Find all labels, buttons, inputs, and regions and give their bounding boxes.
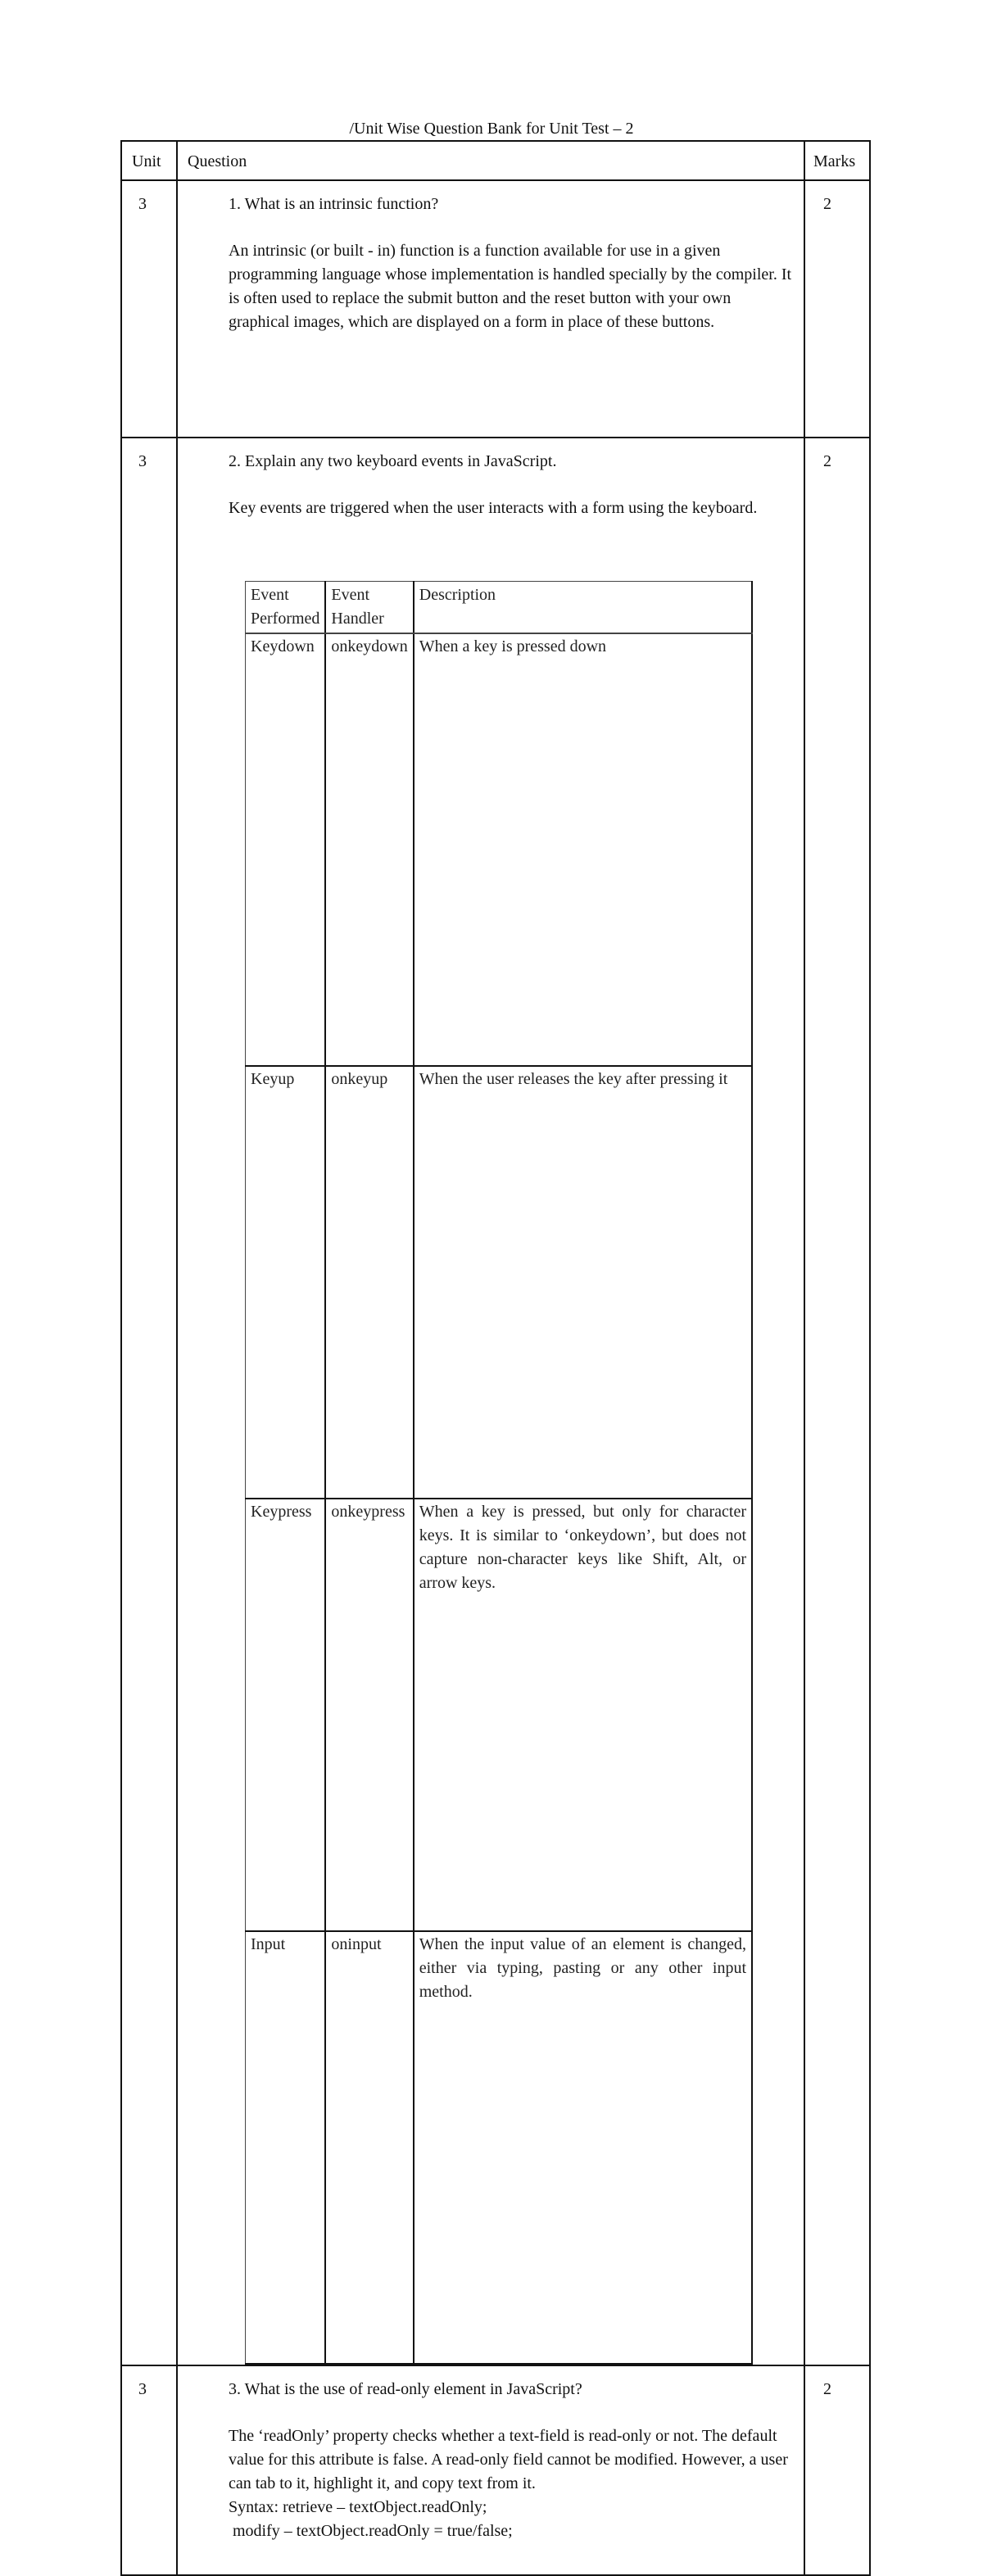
events-row (246, 1499, 753, 1931)
marks-column-header: Marks (804, 141, 870, 180)
question-column-header: Question (177, 141, 804, 180)
event-description: When the input value of an element is changed, either via typing, pasting or any other input method. (414, 1931, 752, 2364)
syntax-retrieve-line: Syntax: retrieve – textObject.readOnly; (229, 2498, 487, 2516)
event-handler: onkeydown (325, 633, 413, 1066)
page-title: /Unit Wise Question Bank for Unit Test – 2 (349, 120, 634, 138)
answer-paragraph: Key events are triggered when the user interacts with a form using the keyboard. (229, 499, 758, 517)
syntax-modify-line: modify – textObject.readOnly = true/false; (229, 2522, 513, 2540)
events-header-row (246, 582, 753, 634)
events-header-cell: Event Performed (246, 582, 326, 634)
marks-cell: 2 (804, 438, 870, 2365)
event-name: Keydown (246, 633, 326, 1066)
question-text: 3. What is the use of read-only element in JavaScript? (229, 2380, 582, 2398)
table-row (121, 180, 870, 438)
answer-paragraph: The ‘readOnly’ property checks whether a text-field is read-only or not. The default value for this attribute is false. A read-only field cannot be modified. However, a user can tab to it, highlight it, and copy text from it. (229, 2427, 788, 2492)
events-row (246, 1931, 753, 2364)
question-text: 1. What is an intrinsic function? (229, 195, 439, 213)
question-cell (177, 438, 804, 2365)
unit-cell: 3 (121, 180, 177, 438)
event-description: When the user releases the key after pressing it (414, 1066, 752, 1499)
marks-cell: 2 (804, 2365, 870, 2575)
events-row (246, 1066, 753, 1499)
marks-cell: 2 (804, 180, 870, 438)
table-row (121, 438, 870, 2365)
answer-paragraph: An intrinsic (or built - in) function is a function available for use in a given programming language whose implementation is handled specially by the compiler. It is often used to replace the submit button and the reset button with your own graphical images, which are displayed on a form in place of these buttons. (229, 242, 792, 331)
events-header-cell: Description (414, 582, 752, 634)
table-row (121, 2365, 870, 2575)
question-bank-table (120, 140, 871, 2576)
event-handler: oninput (325, 1931, 413, 2364)
question-cell (177, 180, 804, 438)
unit-column-header: Unit (121, 141, 177, 180)
unit-cell: 3 (121, 438, 177, 2365)
unit-cell: 3 (121, 2365, 177, 2575)
answer-text (229, 2424, 794, 2543)
keyboard-events-table (245, 581, 753, 2365)
table-header-row (121, 141, 870, 180)
answer-text (229, 497, 794, 520)
question-cell (177, 2365, 804, 2575)
answer-text (229, 239, 794, 334)
events-header-cell: Event Handler (325, 582, 413, 634)
question-text: 2. Explain any two keyboard events in JavaScript. (229, 452, 557, 470)
events-row (246, 633, 753, 1066)
event-handler: onkeyup (325, 1066, 413, 1499)
event-description: When a key is pressed down (414, 633, 752, 1066)
event-name: Keypress (246, 1499, 326, 1931)
event-name: Input (246, 1931, 326, 2364)
event-handler: onkeypress (325, 1499, 413, 1931)
event-name: Keyup (246, 1066, 326, 1499)
event-description: When a key is pressed, but only for character keys. It is similar to ‘onkeydown’, but does not capture non-character keys like Shift, Alt, or arrow keys. (414, 1499, 752, 1931)
